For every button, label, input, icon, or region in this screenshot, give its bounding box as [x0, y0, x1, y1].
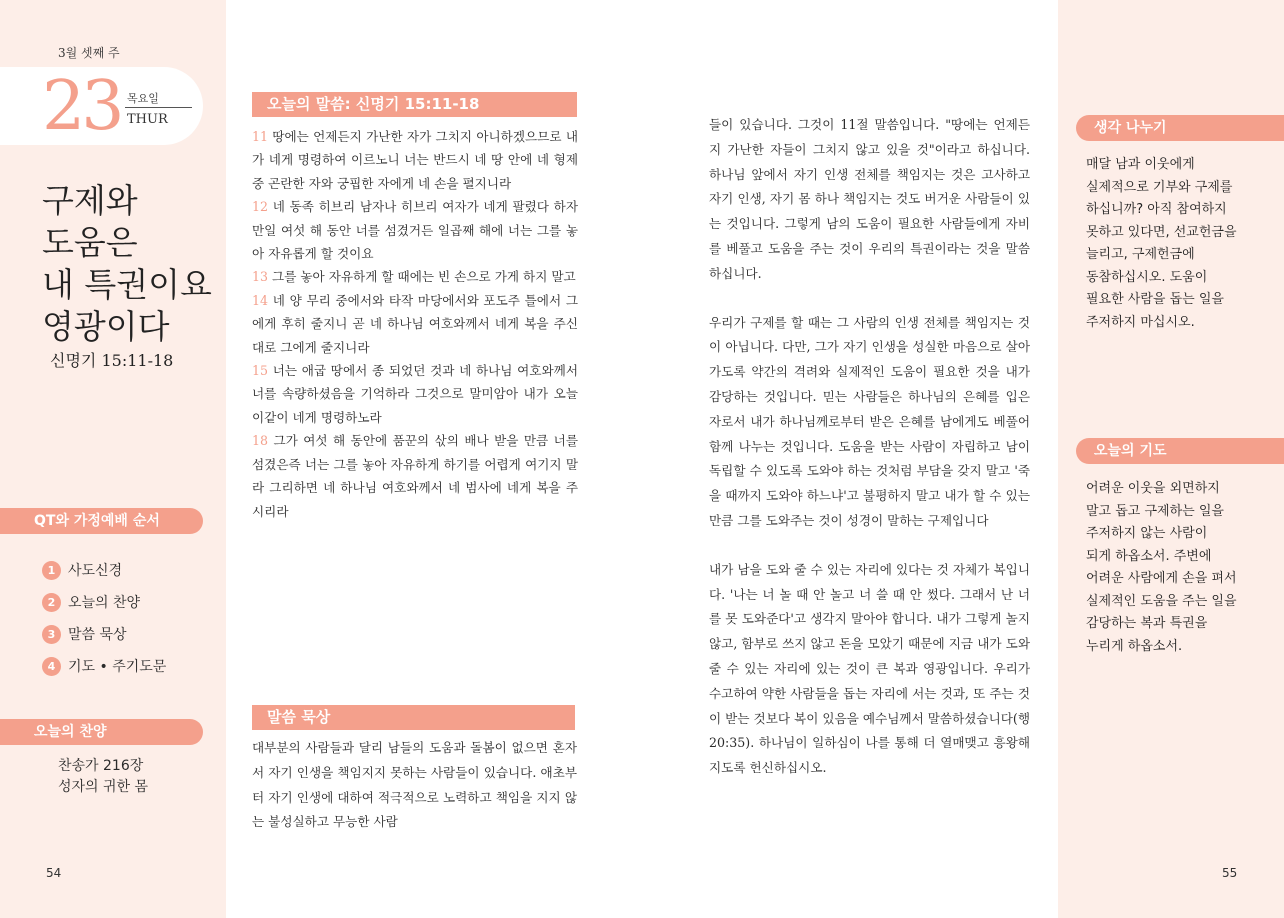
text-line: 주저하지 않는 사람이 — [1086, 526, 1208, 541]
text-line: 누리게 하옵소서. — [1086, 638, 1183, 654]
title-line: 구제와 — [42, 181, 138, 220]
paragraph: 우리가 구제를 할 때는 그 사람의 인생 전체를 책임지는 것이 아닙니다. 다만, 그가 자기 인생을 성실한 마음으로 살아가도록 약간의 격려와 실제적인 도움이 필요한 것을 내가 감당하는 것입니다. 믿는 사람들은 하나님의 은혜를 입은 자로서 내가 하나님께로부터 받은 은혜를 남에게도 베풀어 함께 나누는 것입니다. 도움을 받는 사람이 자립하고 남이 독립할 수 있도록 도와야 하는 것처럼 부담을 갖지 말고 '죽을 때까지 도와야 하느냐'고 불평하지 말고 내가 할 수 있는 만큼 그를 도와주는 것이 성경이 말하는 구제입니다 — [709, 314, 1030, 528]
paragraph: 대부분의 사람들과 달리 남들의 도움과 돌봄이 없으면 혼자서 자기 인생을 책임지지 못하는 사람들이 있습니다. 애초부터 자기 인생에 대하여 적극적으로 노력하고 책임을 지지 않는 불성실하고 무능한 사람 — [252, 740, 577, 830]
text-line: 매달 남과 이웃에게 — [1086, 157, 1195, 172]
verse-number: 11 — [252, 129, 269, 144]
verse-text: 그가 여섯 해 동안에 품꾼의 삯의 배나 받을 만큼 너를 섬겼은즉 너는 그를 놓아 자유하게 하기를 어렵게 여기지 말라 그리하면 네 하나님 여호와께서 네 범사에 네게 복을 주시리라 — [252, 433, 578, 519]
share-text — [1086, 154, 1258, 334]
page-title — [42, 180, 212, 348]
verse-text: 네 동족 히브리 남자나 히브리 여자가 네게 팔렸다 하자 만일 여섯 해 동안 너를 섬겼거든 일곱째 해에 너는 그를 놓아 자유롭게 할 것이요 — [252, 199, 578, 262]
number-badge: 3 — [42, 625, 61, 644]
prayer-text — [1086, 478, 1258, 658]
verse — [252, 265, 578, 288]
meditation-heading: 말씀 묵상 — [252, 705, 575, 730]
text-line: 어려운 이웃을 외면하지 — [1086, 481, 1220, 496]
text-line: 되게 하옵소서. 주변에 — [1086, 548, 1212, 564]
list-item — [42, 650, 166, 682]
number-badge: 4 — [42, 657, 61, 676]
title-line: 영광이다 — [42, 307, 170, 346]
day-of-week-english: THUR — [127, 112, 168, 127]
verse — [252, 195, 578, 265]
scripture-verses — [252, 125, 578, 523]
hymn-heading: 오늘의 찬양 — [0, 719, 203, 745]
day-of-week-korean: 목요일 — [127, 92, 159, 105]
text-line: 실제적인 도움을 주는 일을 — [1086, 593, 1237, 609]
text-line: 하십니까? 아직 참여하지 — [1086, 202, 1227, 217]
text-line: 감당하는 복과 특권을 — [1086, 616, 1208, 631]
paragraph: 내가 남을 도와 줄 수 있는 자리에 있다는 것 자체가 복입니다. '나는 너 놀 때 안 놀고 너 쓸 때 안 썼다. 그래서 난 너를 못 도와준다'고 생각지 말아야 합니다. 내가 그렇게 놀지 않고, 함부로 쓰지 않고 돈을 모았기 때문에 지금 내가 도와줄 수 있는 자리에 있는 것이 큰 복과 영광입니다. 우리가 수고하여 약한 사람들을 돕는 자리에 서는 것과, 또 주는 것이 받는 것보다 복이 있음을 예수님께서 말씀하셨습니다(행 20:35). 하나님이 일하심이 나를 통해 더 열매맺고 흥왕해지도록 헌신하십시오. — [709, 561, 1030, 776]
share-heading: 생각 나누기 — [1076, 115, 1284, 141]
hymn-info — [58, 756, 148, 798]
text-line: 실제적으로 기부와 구제를 — [1086, 179, 1233, 195]
scripture-heading: 오늘의 말씀: 신명기 15:11-18 — [252, 92, 577, 117]
verse-number: 18 — [252, 433, 269, 449]
list-item-label: 기도 • 주기도문 — [68, 659, 167, 675]
list-item-label: 오늘의 찬양 — [68, 595, 141, 611]
verse-text: 너는 애굽 땅에서 종 되었던 것과 네 하나님 여호와께서 너를 속량하셨음을 기억하라 그것으로 말미암아 내가 오늘 이같이 네게 명령하노라 — [252, 363, 578, 425]
meditation-intro — [252, 736, 577, 835]
day-number: 23 — [42, 67, 121, 146]
number-badge: 2 — [42, 593, 61, 612]
list-item-label: 사도신경 — [68, 563, 123, 579]
text-line: 못하고 있다면, 선교헌금을 — [1086, 224, 1237, 240]
verse-number: 13 — [252, 269, 269, 285]
verse-text: 그를 놓아 자유하게 할 때에는 빈 손으로 가게 하지 말고 — [268, 269, 576, 285]
number-badge: 1 — [42, 561, 61, 580]
hymn-line: 성자의 귀한 몸 — [58, 779, 149, 795]
list-item-label: 말씀 묵상 — [68, 627, 127, 643]
verse-text: 네 양 무리 중에서와 타작 마당에서와 포도주 틀에서 그에게 후히 줄지니 곧 네 하나님 여호와께서 네게 복을 주신 대로 그에게 줄지니라 — [252, 292, 578, 355]
list-item — [42, 618, 166, 650]
text-line: 주저하지 마십시오. — [1086, 314, 1195, 330]
text-line: 늘리고, 구제헌금에 — [1086, 247, 1195, 262]
text-line: 필요한 사람을 돕는 일을 — [1086, 292, 1224, 307]
verse — [252, 429, 578, 523]
verse — [252, 359, 578, 429]
order-list — [42, 554, 166, 682]
meditation-body — [709, 113, 1030, 781]
page-number-right: 55 — [1222, 866, 1238, 880]
paragraph: 들이 있습니다. 그것이 11절 말씀입니다. "땅에는 언제든지 가난한 자들이 그치지 않고 있을 것"이라고 하십니다. 하나님 앞에서 자기 인생 전체를 책임지는 것은 고사하고 자기 인생, 자기 몸 하나 책임지는 것도 버거운 사람들이 있는 것입니다. 그렇게 남의 도움이 필요한 사람들에게 자비를 베풀고 도움을 주는 것이 우리의 특권이라는 것을 말씀하십니다. — [709, 117, 1030, 281]
list-item — [42, 586, 166, 618]
hymn-line: 찬송가 216장 — [58, 758, 144, 774]
title-line: 내 특권이요 — [42, 265, 212, 304]
verse — [252, 125, 578, 195]
text-line: 말고 돕고 구제하는 일을 — [1086, 503, 1224, 519]
page-number-left: 54 — [46, 866, 62, 880]
verse-number: 15 — [252, 363, 269, 379]
text-line: 어려운 사람에게 손을 펴서 — [1086, 571, 1237, 586]
verse-text: 땅에는 언제든지 가난한 자가 그치지 아니하겠으므로 내가 네게 명령하여 이르노니 너는 반드시 네 땅 안에 네 형제 중 곤란한 자와 궁핍한 자에게 네 손을 펼지니라 — [252, 129, 578, 191]
text-line: 동참하십시오. 도움이 — [1086, 269, 1208, 285]
week-label: 3월 셋째 주 — [58, 46, 120, 60]
title-line: 도움은 — [42, 223, 138, 262]
scripture-reference: 신명기 15:11-18 — [50, 351, 174, 370]
verse — [252, 289, 578, 359]
divider — [125, 107, 192, 108]
verse-number: 12 — [252, 199, 269, 215]
list-item — [42, 554, 166, 586]
verse-number: 14 — [252, 292, 269, 308]
order-heading: QT와 가정예배 순서 — [0, 508, 203, 534]
prayer-heading: 오늘의 기도 — [1076, 438, 1284, 464]
